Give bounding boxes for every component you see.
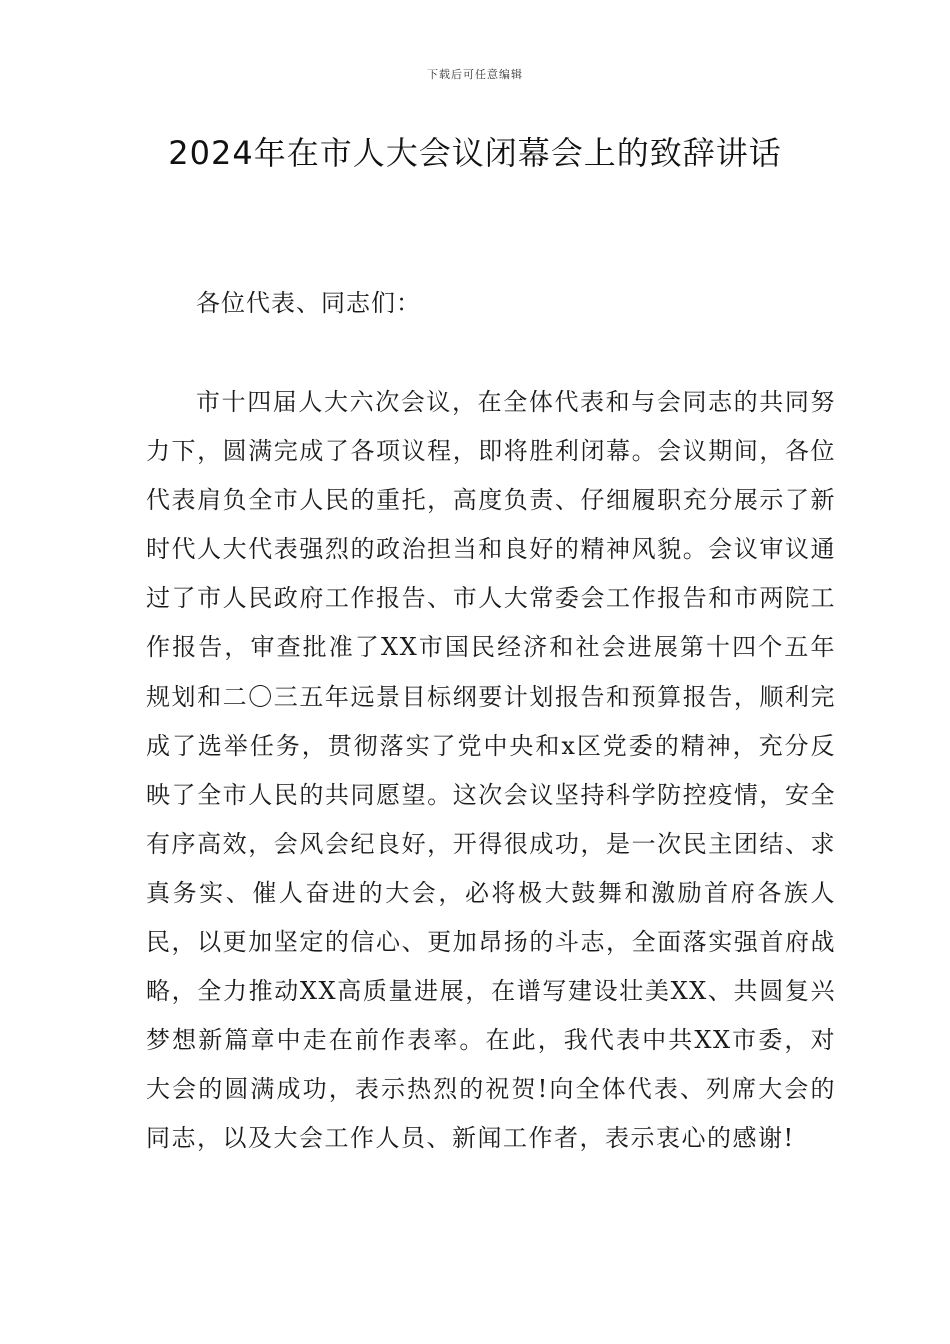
salutation: 各位代表、同志们： xyxy=(196,289,421,317)
document-title: 2024年在市人大会议闭幕会上的致辞讲话 xyxy=(168,134,782,172)
body-paragraph: 市十四届人大六次会议，在全体代表和与会同志的共同努力下，圆满完成了各项议程，即将胜利闭幕。会议期间，各位代表肩负全市人民的重托，高度负责、仔细履职充分展示了新时代人大代表强烈的政治担当和良好的精神风貌。会议审议通过了市人民政府工作报告、市人大常委会工作报告和市两院工作报告，审查批准了XX市国民经济和社会进展第十四个五年规划和二〇三五年远景目标纲要计划报告和预算报告，顺利完成了选举任务，贯彻落实了党中央和x区党委的精神，充分反映了全市人民的共同愿望。这次会议坚持科学防控疫情，安全有序高效，会风会纪良好，开得很成功，是一次民主团结、求真务实、催人奋进的大会，必将极大鼓舞和激励首府各族人民，以更加坚定的信心、更加昂扬的斗志，全面落实强首府战略，全力推动XX高质量进展，在谱写建设壮美XX、共圆复兴梦想新篇章中走在前作表率。在此，我代表中共XX市委，对大会的圆满成功，表示热烈的祝贺!向全体代表、列席大会的同志，以及大会工作人员、新闻工作者，表示衷心的感谢! xyxy=(146,388,836,1153)
header-note: 下载后可任意编辑 xyxy=(427,68,523,81)
